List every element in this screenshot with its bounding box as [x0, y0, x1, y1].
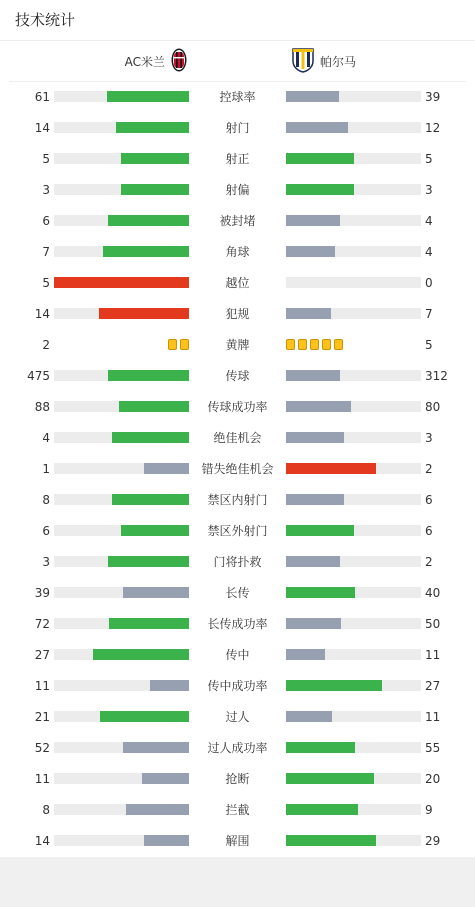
away-value: 6 [425, 524, 433, 538]
stat-row [0, 555, 475, 569]
stat-row [0, 183, 475, 197]
stat-row [0, 493, 475, 507]
home-bar-fill [142, 773, 189, 784]
home-value: 39 [34, 586, 50, 600]
home-bar-fill [109, 618, 189, 629]
away-bar-track [286, 494, 421, 505]
away-bar-fill [286, 804, 358, 815]
away-bar-track [286, 215, 421, 226]
away-bar-track [286, 525, 421, 536]
away-bar-fill [286, 370, 340, 381]
stat-row [0, 214, 475, 228]
away-bar-track [286, 773, 421, 784]
home-bar-track [54, 773, 189, 784]
stat-label: 解围 [225, 834, 250, 848]
stat-row [0, 276, 475, 290]
away-value: 4 [425, 214, 433, 228]
stat-label: 禁区内射门 [207, 493, 268, 507]
stat-label: 被封堵 [219, 214, 256, 228]
stat-row [0, 307, 475, 321]
stat-label: 传球成功率 [207, 400, 268, 414]
away-bar-fill [286, 246, 335, 257]
stat-label: 绝佳机会 [213, 431, 262, 445]
away-bar-fill [286, 835, 376, 846]
stat-label: 黄牌 [225, 338, 250, 352]
home-bar-track [54, 184, 189, 195]
away-value: 9 [425, 803, 433, 817]
home-bar-track [54, 618, 189, 629]
home-value: 2 [42, 338, 50, 352]
home-value: 14 [34, 834, 50, 848]
ac-milan-crest-icon [171, 48, 187, 75]
home-value: 7 [42, 245, 50, 259]
home-bar-fill [121, 153, 189, 164]
teams-divider [9, 81, 466, 82]
away-bar-fill [286, 215, 340, 226]
stat-row [0, 431, 475, 445]
yellow-card-icon [286, 339, 295, 350]
stat-row [0, 648, 475, 662]
home-bar-track [54, 246, 189, 257]
away-bar-track [286, 680, 421, 691]
home-bar-fill [112, 494, 189, 505]
away-bar-track [286, 91, 421, 102]
home-value: 21 [34, 710, 50, 724]
home-bar-fill [112, 432, 189, 443]
home-bar-track [54, 711, 189, 722]
away-bar-track [286, 277, 421, 288]
yellow-card-icon [334, 339, 343, 350]
away-bar-fill [286, 153, 354, 164]
away-bar-fill [286, 463, 376, 474]
home-value: 72 [34, 617, 50, 631]
away-bar-fill [286, 308, 331, 319]
stat-row [0, 245, 475, 259]
away-value: 6 [425, 493, 433, 507]
home-bar-fill [108, 215, 189, 226]
away-team-name: 帕尔马 [320, 54, 357, 69]
away-cards [286, 338, 343, 352]
home-bar-track [54, 835, 189, 846]
away-value: 29 [425, 834, 441, 848]
home-bar-track [54, 277, 189, 288]
away-bar-fill [286, 122, 348, 133]
stat-row [0, 772, 475, 786]
home-bar-track [54, 432, 189, 443]
home-value: 6 [42, 524, 50, 538]
stat-label: 传球 [225, 369, 250, 383]
away-bar-fill [286, 556, 340, 567]
yellow-card-icon [310, 339, 319, 350]
away-value: 3 [425, 183, 433, 197]
home-value: 3 [42, 555, 50, 569]
home-bar-fill [103, 246, 189, 257]
home-bar-fill [108, 370, 189, 381]
stat-row [0, 834, 475, 848]
home-bar-track [54, 680, 189, 691]
home-bar-track [54, 804, 189, 815]
away-value: 7 [425, 307, 433, 321]
home-team-name: AC米兰 [124, 54, 165, 69]
home-bar-track [54, 91, 189, 102]
home-cards [168, 338, 189, 352]
away-value: 0 [425, 276, 433, 290]
stat-label: 传中成功率 [207, 679, 268, 693]
stat-label: 角球 [225, 245, 250, 259]
away-value: 4 [425, 245, 433, 259]
home-value: 5 [42, 152, 50, 166]
away-value: 12 [425, 121, 441, 135]
parma-crest-icon [292, 47, 314, 76]
stat-label: 射偏 [225, 183, 250, 197]
away-team[interactable] [292, 48, 362, 74]
away-bar-track [286, 184, 421, 195]
stat-label: 射门 [225, 121, 250, 135]
home-bar-fill [108, 556, 189, 567]
away-value: 80 [425, 400, 441, 414]
stat-label: 禁区外射门 [207, 524, 268, 538]
home-value: 6 [42, 214, 50, 228]
stat-row [0, 400, 475, 414]
stat-label: 传中 [225, 648, 250, 662]
stat-label: 射正 [225, 152, 250, 166]
yellow-card-icon [168, 339, 177, 350]
yellow-card-icon [322, 339, 331, 350]
stat-label: 拦截 [225, 803, 250, 817]
away-bar-track [286, 153, 421, 164]
away-value: 11 [425, 648, 441, 662]
home-bar-fill [144, 463, 189, 474]
stat-row [0, 121, 475, 135]
away-bar-fill [286, 742, 355, 753]
away-bar-track [286, 308, 421, 319]
away-bar-track [286, 649, 421, 660]
home-value: 8 [42, 803, 50, 817]
home-bar-fill [99, 308, 189, 319]
home-bar-fill [54, 277, 189, 288]
stat-row [0, 369, 475, 383]
stat-row [0, 741, 475, 755]
away-bar-track [286, 835, 421, 846]
stat-row [0, 338, 475, 352]
stat-row [0, 679, 475, 693]
away-value: 3 [425, 431, 433, 445]
away-value: 2 [425, 555, 433, 569]
away-bar-fill [286, 649, 325, 660]
home-bar-fill [123, 742, 189, 753]
away-value: 27 [425, 679, 441, 693]
stat-label: 错失绝佳机会 [201, 462, 274, 476]
home-bar-track [54, 401, 189, 412]
home-bar-track [54, 308, 189, 319]
home-value: 1 [42, 462, 50, 476]
home-value: 61 [34, 90, 50, 104]
home-value: 5 [42, 276, 50, 290]
home-bar-fill [100, 711, 189, 722]
home-value: 3 [42, 183, 50, 197]
away-bar-track [286, 556, 421, 567]
away-bar-track [286, 370, 421, 381]
stat-label: 抢断 [225, 772, 250, 786]
away-bar-track [286, 587, 421, 598]
away-bar-track [286, 618, 421, 629]
home-bar-track [54, 370, 189, 381]
away-bar-fill [286, 91, 339, 102]
stat-label: 越位 [225, 276, 250, 290]
stat-label: 过人 [225, 710, 250, 724]
away-bar-track [286, 122, 421, 133]
home-bar-fill [119, 401, 189, 412]
home-bar-fill [93, 649, 189, 660]
home-bar-track [54, 463, 189, 474]
away-value: 50 [425, 617, 441, 631]
away-bar-fill [286, 618, 341, 629]
away-value: 312 [425, 369, 448, 383]
away-bar-fill [286, 680, 382, 691]
away-value: 39 [425, 90, 441, 104]
home-bar-track [54, 122, 189, 133]
away-value: 11 [425, 710, 441, 724]
stat-row [0, 90, 475, 104]
away-bar-fill [286, 494, 344, 505]
home-bar-fill [116, 122, 189, 133]
home-value: 11 [34, 772, 50, 786]
home-bar-track [54, 587, 189, 598]
home-value: 14 [34, 121, 50, 135]
teams-header [0, 41, 475, 81]
away-bar-track [286, 742, 421, 753]
away-bar-fill [286, 401, 351, 412]
away-value: 2 [425, 462, 433, 476]
stat-row [0, 152, 475, 166]
stat-label: 门将扑救 [213, 555, 262, 569]
home-value: 88 [34, 400, 50, 414]
home-value: 475 [27, 369, 50, 383]
stat-label: 过人成功率 [207, 741, 268, 755]
away-bar-fill [286, 587, 355, 598]
away-bar-track [286, 432, 421, 443]
away-bar-track [286, 401, 421, 412]
stat-label: 控球率 [219, 90, 256, 104]
home-value: 11 [34, 679, 50, 693]
home-bar-track [54, 153, 189, 164]
home-value: 14 [34, 307, 50, 321]
stat-row [0, 617, 475, 631]
home-bar-track [54, 649, 189, 660]
away-bar-fill [286, 773, 374, 784]
away-value: 40 [425, 586, 441, 600]
away-bar-fill [286, 711, 332, 722]
stat-label: 犯规 [225, 307, 250, 321]
away-bar-fill [286, 432, 344, 443]
away-bar-fill [286, 525, 354, 536]
home-value: 27 [34, 648, 50, 662]
home-bar-fill [107, 91, 189, 102]
away-bar-track [286, 711, 421, 722]
page-title: 技术统计 [15, 11, 76, 29]
home-bar-fill [144, 835, 189, 846]
home-bar-track [54, 215, 189, 226]
stat-label: 长传成功率 [207, 617, 268, 631]
yellow-card-icon [180, 339, 189, 350]
away-value: 20 [425, 772, 441, 786]
home-value: 4 [42, 431, 50, 445]
home-bar-fill [121, 184, 189, 195]
away-bar-track [286, 463, 421, 474]
stat-row [0, 524, 475, 538]
away-bar-track [286, 246, 421, 257]
home-bar-fill [121, 525, 189, 536]
away-value: 55 [425, 741, 441, 755]
away-value: 5 [425, 152, 433, 166]
away-value: 5 [425, 338, 433, 352]
home-team[interactable] [119, 48, 187, 74]
away-bar-track [286, 804, 421, 815]
away-bar-fill [286, 184, 354, 195]
home-value: 8 [42, 493, 50, 507]
home-bar-track [54, 556, 189, 567]
home-bar-track [54, 494, 189, 505]
yellow-card-icon [298, 339, 307, 350]
home-bar-fill [150, 680, 189, 691]
home-value: 52 [34, 741, 50, 755]
home-bar-track [54, 525, 189, 536]
stat-row [0, 586, 475, 600]
stat-label: 长传 [225, 586, 250, 600]
stat-row [0, 803, 475, 817]
home-bar-fill [126, 804, 189, 815]
stat-row [0, 462, 475, 476]
stat-row [0, 710, 475, 724]
home-bar-track [54, 742, 189, 753]
home-bar-fill [123, 587, 189, 598]
